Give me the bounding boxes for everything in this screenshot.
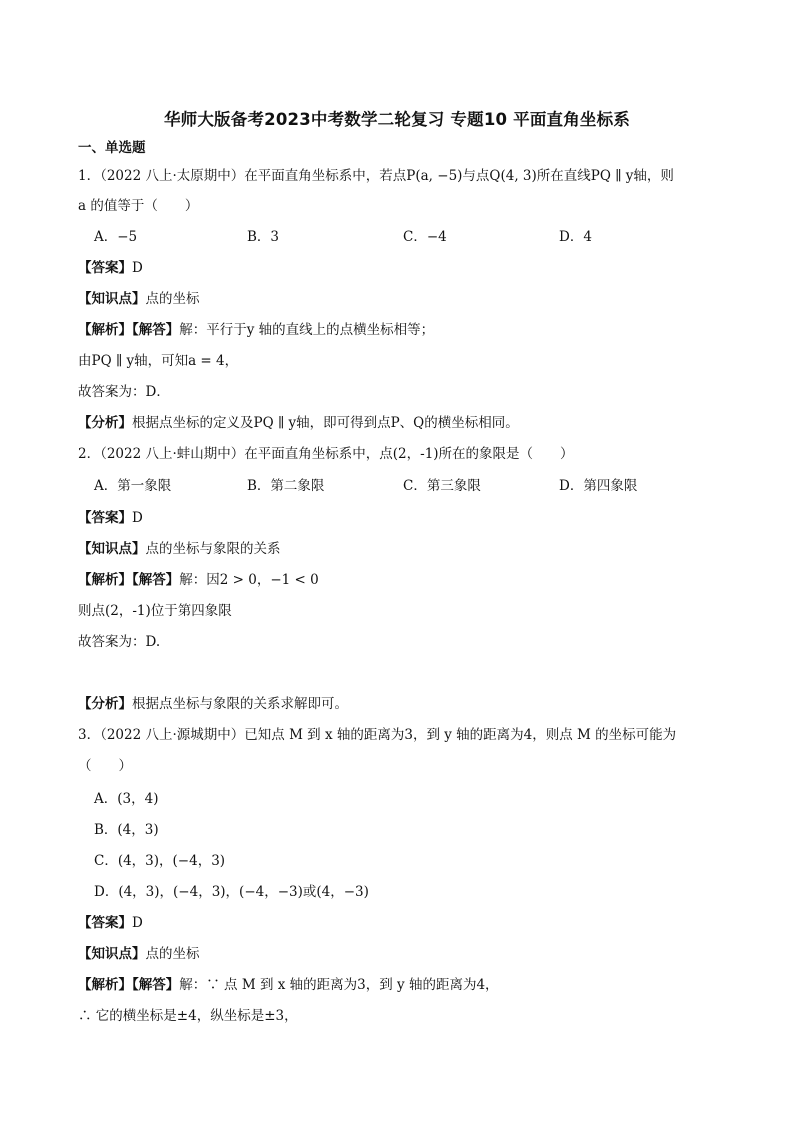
document-title: 华师大版备考2023中考数学二轮复习 专题10 平面直角坐标系: [163, 110, 631, 129]
question-2-option-a: A．第一象限: [94, 478, 172, 494]
question-1-analysis-line2: 由PQ ∥ y轴，可知a = 4，: [78, 353, 239, 369]
comment-tag: 【分析】: [78, 415, 132, 431]
answer-value: D: [132, 915, 143, 931]
knowledge-value: 点的坐标: [145, 946, 200, 962]
knowledge-tag: 【知识点】: [78, 291, 146, 307]
question-2-stem-line1: 2．（2022 八上·蚌山期中）在平面直角坐标系中，点(2，-1)所在的象限是（ ）: [78, 446, 574, 462]
comment-text: 根据点坐标的定义及PQ ∥ y轴，即可得到点P、Q的横坐标相同。: [132, 415, 519, 431]
question-3-analysis-line2: ∴ 它的横坐标是±4，纵坐标是±3，: [78, 1008, 298, 1024]
analysis-tag: 【解析】【解答】: [78, 322, 180, 338]
knowledge-tag: 【知识点】: [78, 946, 146, 962]
question-3-option-b: B．(4，3): [94, 822, 159, 838]
question-3-answer: [78, 913, 143, 933]
question-1-comment: [78, 413, 519, 433]
question-3-option-a: A．(3，4): [94, 791, 159, 807]
analysis-text: 解：∵ 点 M 到 x 轴的距离为3，到 y 轴的距离为4，: [179, 977, 499, 993]
section-heading: 一、单选题: [78, 140, 146, 156]
knowledge-value: 点的坐标: [145, 291, 200, 307]
question-2-option-b: B．第二象限: [247, 478, 325, 494]
question-1-stem-line1: 1．（2022 八上·太原期中）在平面直角坐标系中，若点P(a, −5)与点Q(4, 3)所在直线PQ ∥ y轴，则: [78, 168, 674, 184]
knowledge-tag: 【知识点】: [78, 541, 146, 557]
question-1-answer: [78, 258, 143, 278]
question-3-option-c: C．(4，3)，(−4，3): [94, 853, 226, 869]
question-3-stem-line1: 3．（2022 八上·源城期中）已知点 M 到 x 轴的距离为3，到 y 轴的距离为4，则点 M 的坐标可能为: [78, 727, 677, 743]
knowledge-value: 点的坐标与象限的关系: [145, 541, 281, 557]
question-2-analysis-line3: 故答案为：D.: [78, 634, 161, 650]
question-1-analysis-line3: 故答案为：D．: [78, 384, 170, 400]
question-2-analysis-line1: [78, 570, 319, 590]
question-2-comment: [78, 694, 348, 714]
question-2-answer: [78, 508, 143, 528]
question-2-knowledge: [78, 539, 281, 559]
question-1-analysis-line1: [78, 320, 434, 340]
analysis-tag: 【解析】【解答】: [78, 977, 180, 993]
answer-tag: 【答案】: [78, 510, 132, 526]
question-1-stem-line2: a 的值等于（ ）: [78, 198, 199, 214]
answer-tag: 【答案】: [78, 260, 132, 276]
analysis-tag: 【解析】【解答】: [78, 572, 180, 588]
comment-tag: 【分析】: [78, 696, 132, 712]
question-3-analysis-line1: [78, 975, 499, 995]
analysis-text: 解：因2 > 0，−1 < 0: [179, 572, 319, 588]
question-3-stem-line2: （ ）: [78, 758, 132, 774]
question-2-analysis-line2: 则点(2，-1)位于第四象限: [78, 603, 232, 619]
question-1-option-a: A．−5: [94, 229, 138, 245]
analysis-text: 解：平行于y 轴的直线上的点横坐标相等；: [179, 322, 435, 338]
question-3-option-d: D．(4，3)，(−4，3)，(−4，−3)或(4，−3): [94, 884, 369, 900]
question-3-knowledge: [78, 944, 200, 964]
question-1-option-d: D．4: [559, 229, 592, 245]
question-2-option-d: D．第四象限: [559, 478, 638, 494]
question-1-option-c: C．−4: [403, 229, 447, 245]
answer-tag: 【答案】: [78, 915, 132, 931]
question-1-knowledge: [78, 289, 200, 309]
question-2-option-c: C．第三象限: [403, 478, 481, 494]
answer-value: D: [132, 260, 143, 276]
question-1-option-b: B．3: [247, 229, 280, 245]
answer-value: D: [132, 510, 143, 526]
comment-text: 根据点坐标与象限的关系求解即可。: [132, 696, 348, 712]
